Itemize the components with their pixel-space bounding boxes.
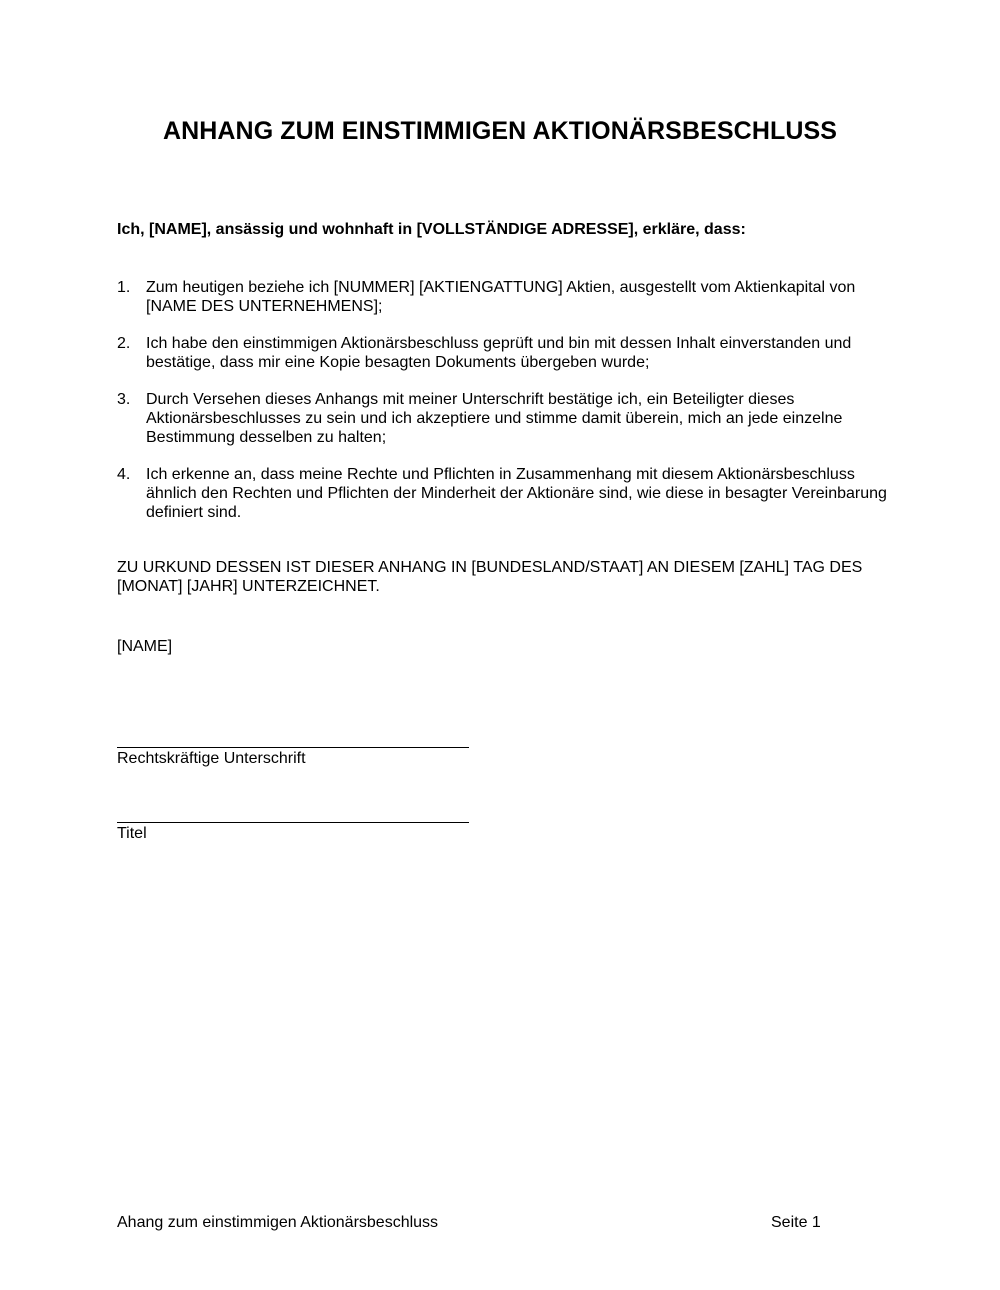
signer-name-placeholder: [NAME] xyxy=(117,638,173,655)
footer-page-number: Seite 1 xyxy=(771,1214,821,1231)
document-title: ANHANG ZUM EINSTIMMIGEN AKTIONÄRSBESCHLUSS xyxy=(162,117,838,145)
list-item xyxy=(117,278,887,316)
list-item-number: 4. xyxy=(117,466,131,483)
list-item-text: Ich habe den einstimmigen Aktionärsbeschluss geprüft und bin mit dessen Inhalt einverstanden und bestätige, dass mir eine Kopie besagten Dokuments übergeben wurde; xyxy=(146,335,852,371)
list-item xyxy=(117,465,887,522)
signature-label: Rechtskräftige Unterschrift xyxy=(117,750,306,767)
declaration-list xyxy=(117,278,887,540)
list-item-text: Zum heutigen beziehe ich [NUMMER] [AKTIENGATTUNG] Aktien, ausgestellt vom Aktienkapital von [NAME DES UNTERNEHMENS]; xyxy=(146,279,856,315)
intro-statement: Ich, [NAME], ansässig und wohnhaft in [VOLLSTÄNDIGE ADRESSE], erkläre, dass: xyxy=(117,221,746,238)
title-line xyxy=(117,822,469,823)
list-item xyxy=(117,390,887,447)
witness-clause: ZU URKUND DESSEN IST DIESER ANHANG IN [BUNDESLAND/STAAT] AN DIESEM [ZAHL] TAG DES [MONAT] [JAHR] UNTERZEICHNET. xyxy=(117,559,863,595)
signature-line xyxy=(117,747,469,748)
footer-document-name: Ahang zum einstimmigen Aktionärsbeschluss xyxy=(117,1214,439,1231)
list-item-text: Durch Versehen dieses Anhangs mit meiner Unterschrift bestätige ich, ein Beteiligter dieses Aktionärsbeschlusses zu sein und ich akzeptiere und stimme damit überein, mich an jede einzelne Bestimmung desselben zu halten; xyxy=(146,391,843,446)
title-block xyxy=(117,822,469,843)
list-item-number: 2. xyxy=(117,335,131,352)
list-item-number: 3. xyxy=(117,391,131,408)
signature-block xyxy=(117,747,469,768)
title-label: Titel xyxy=(117,825,147,842)
list-item-text: Ich erkenne an, dass meine Rechte und Pflichten in Zusammenhang mit diesem Aktionärsbeschluss ähnlich den Rechten und Pflichten der Minderheit der Aktionäre sind, wie diese in besagter Vereinbarung definiert sind. xyxy=(146,466,887,521)
list-item-number: 1. xyxy=(117,279,131,296)
list-item xyxy=(117,334,887,372)
